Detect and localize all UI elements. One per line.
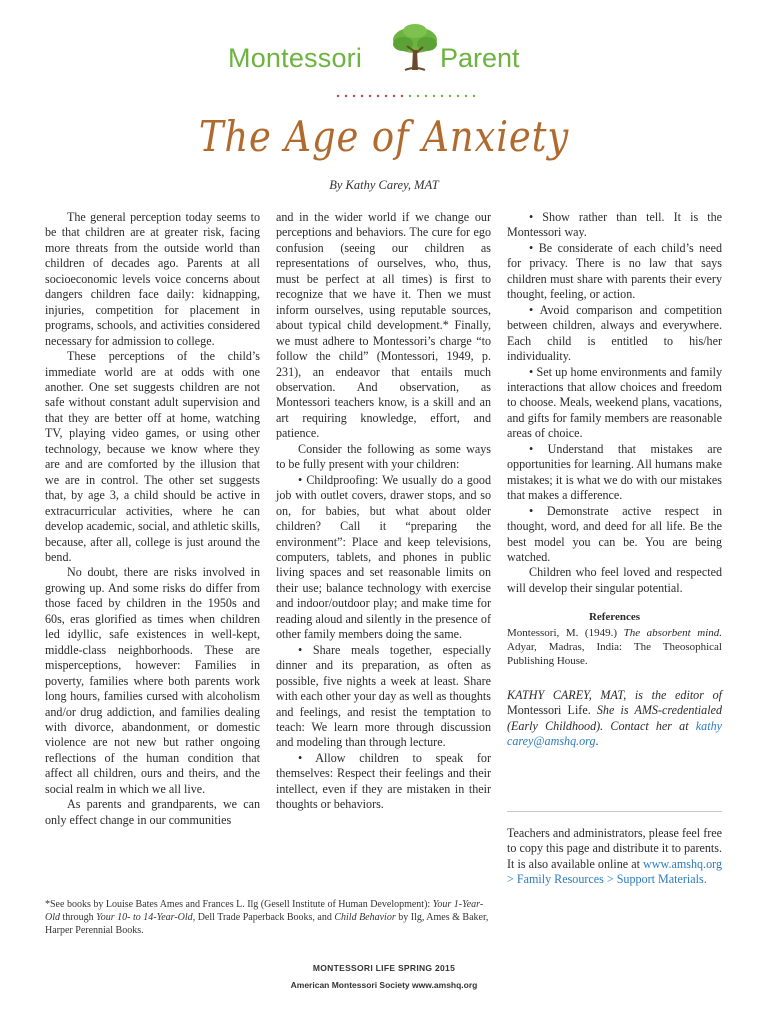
support-materials-link[interactable]: www.amshq.org > Family Resources > Support Materials. xyxy=(507,856,722,887)
footer-publication: MONTESSORI LIFE SPRING 2015 xyxy=(312,963,456,973)
bullet-item: • Be considerate of each child’s need for privacy. There is no law that says children must share with parents their every thought, feeling, or action. xyxy=(507,240,722,302)
article-title: The Age of Anxiety xyxy=(198,112,570,161)
bullet-item: • Show rather than tell. It is the Montessori way. xyxy=(507,210,722,240)
footer-society: American Montessori Society www.amshq.org xyxy=(290,980,478,990)
paragraph: These perceptions of the child’s immediate world are at odds with one another. One set suggests children are not safe without constant adult supervision and that they are better off at home, watching TV, playing video games, or using other technology, because we know where they are and are comforted by the illusion that we are in control. The other set suggests that, by age 3, a child should be active in extracurricular activities, where he can develop academic, social, and athletic skills, because, after all, college is just around the bend. xyxy=(45,349,260,564)
tree-icon xyxy=(387,22,443,76)
column-3 xyxy=(507,210,722,750)
teachers-note: Teachers and administrators, please feel free to copy this page and distribute it to parents. It is also available online at www.amshq.org > Family Resources > Support Materials. xyxy=(507,826,722,887)
masthead-parent: Parent xyxy=(440,43,520,73)
masthead xyxy=(0,22,768,82)
paragraph: and in the wider world if we change our perceptions and behaviors. The cure for ego confusion (seeing our children as representations of ourselves, who, thus, must be perfect at all times) is first to recognize that we have it. Then we must inform ourselves, using reputable sources, about typical child development.* Finally, we must adhere to Montessori’s charge “to follow the child” (Montessori, 1949, p. 231), an endeavor that entails much observation. And observation, as Montessori teachers know, is a skill and an art requiring knowledge, effort, and patience. xyxy=(276,210,491,441)
bullet-item: • Set up home environments and family interactions that allow choices and freedom to choose. Meals, weekend plans, vacations, and gifts for family members are reasonable areas of choice. xyxy=(507,364,722,441)
bullet-item: • Childproofing: We usually do a good job with outlet covers, drawer stops, and so on, for babies, but what about older children? Call it “preparing the environment”: Place and keep televisions, computers, tablets, and phones in public living spaces and set reasonable limits on their use; balance technology with exercise and indoor/outdoor play; and make time for reading aloud and silently in the presence of other family members doing the same. xyxy=(276,472,491,642)
bullet-item: • Demonstrate active respect in thought, word, and deed for all life. Be the best model you can be. You are being watched. xyxy=(507,503,722,564)
column-1 xyxy=(45,210,260,828)
byline: By Kathy Carey, MAT xyxy=(329,178,439,192)
bullet-item: • Understand that mistakes are opportunities for learning. All humans make mistakes; it is what we do with our mistakes that makes a difference. xyxy=(507,441,722,503)
bullet-item: • Allow children to speak for themselves: Respect their feelings and their intellect, even if they are mistaken in their thoughts or behaviors. xyxy=(276,750,491,812)
bullet-item: • Share meals together, especially dinner and its preparation, as often as possible, five nights a week at least. Share with each other your day as well as thoughts and feelings, and resist the temptation to teach: We learn more through discussion and modeling than through lecture. xyxy=(276,642,491,750)
decorative-dots xyxy=(336,94,476,98)
author-email-link[interactable]: kathy carey@amshq.org xyxy=(507,718,722,749)
references-heading: References xyxy=(588,611,641,624)
paragraph: No doubt, there are risks involved in growing up. And some risks do differ from those faced by children in the 1950s and 60s, eras glorified as times when children led idyllic, safe existences in well-kept, middle-class neighborhoods. These are misperceptions, however: Families in poverty, families where both parents work long hours, families cursed with alcoholism and/or drug addiction, and families dealing with divorce, abandonment, or domestic violence are not new but rather ongoing reflections of the human condition that affect all children, ours and theirs, and the social realm in which we all live. xyxy=(45,565,260,796)
paragraph: Consider the following as some ways to be fully present with your children: xyxy=(276,441,491,472)
masthead-montessori: Montessori xyxy=(228,43,363,73)
paragraph: The general perception today seems to be that children are at greater risk, facing more threats from the outside world than children of decades ago. Parents at all socioeconomic levels voice concerns about dangers children face daily: kidnapping, injuries, competition for placement in programs, schools, and activities considered necessary for admission to college. xyxy=(45,210,260,348)
reference-entry: Montessori, M. (1949.) The absorbent mind. Adyar, Madras, India: The Theosophical Publishing House. xyxy=(507,626,722,667)
footnote: *See books by Louise Bates Ames and Frances L. Ilg (Gesell Institute of Human Development): Your 1-Year-Old through Your 10- to 14-Year-Old, Dell Trade Paperback Books, and Child Behavior by Ilg, Ames & Baker, Harper Perennial Books. xyxy=(45,899,489,936)
paragraph: As parents and grandparents, we can only effect change in our communities xyxy=(45,797,260,827)
author-bio: KATHY CAREY, MAT, is the editor of Montessori Life. She is AMS-credentialed (Early Childhood). Contact her at kathy carey@amshq.org. xyxy=(507,687,722,749)
column-2 xyxy=(276,210,491,813)
divider xyxy=(507,811,722,812)
paragraph: Children who feel loved and respected will develop their singular potential. xyxy=(507,565,722,595)
bullet-item: • Avoid comparison and competition between children, always and everywhere. Each child is entitled to his/her individuality. xyxy=(507,302,722,364)
